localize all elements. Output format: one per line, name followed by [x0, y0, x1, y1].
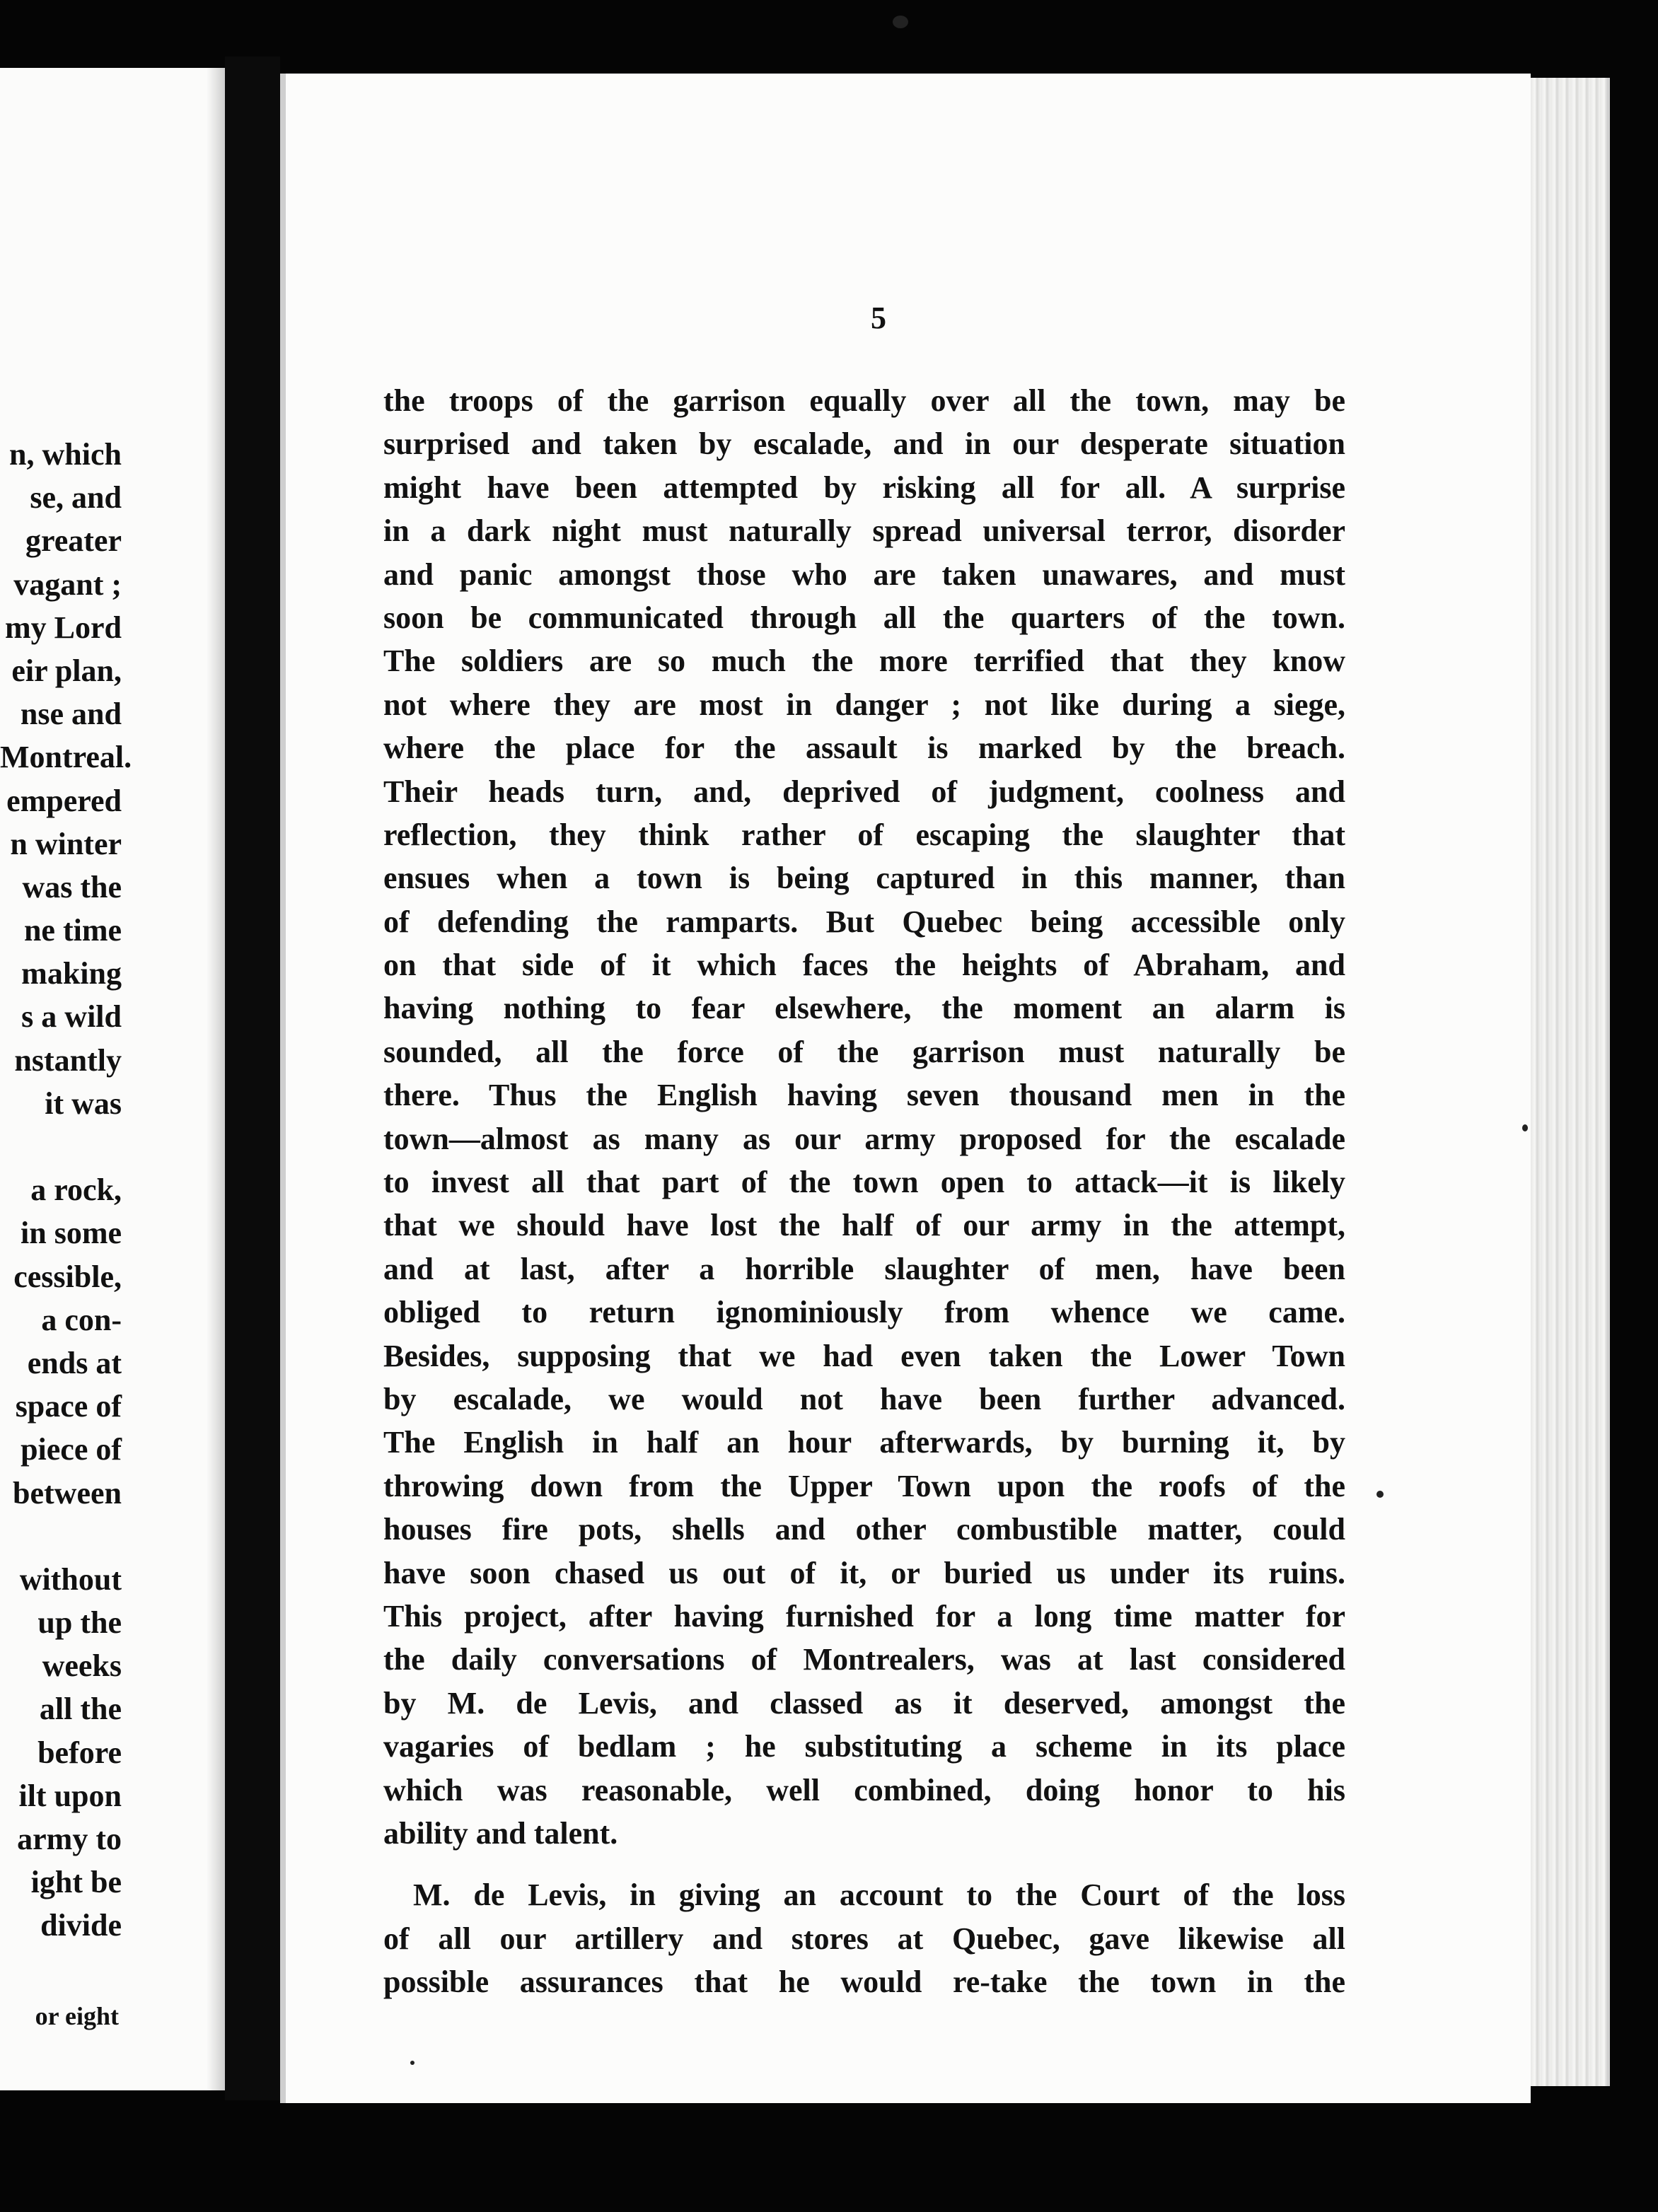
left-page-line: vagant ;	[13, 566, 122, 602]
scan-speck	[1376, 1491, 1384, 1498]
text-line: there. Thus the English having seven thousand men in the	[383, 1078, 1345, 1113]
left-page-line: ne time	[23, 913, 122, 948]
left-page-line: piece of	[21, 1432, 122, 1467]
left-page-line: s a wild	[21, 999, 122, 1035]
left-page-line: between	[13, 1475, 122, 1510]
text-line: ensues when a town is being captured in this manner, than	[383, 861, 1345, 896]
text-line: where the place for the assault is marked by the breach.	[383, 730, 1345, 766]
text-line: throwing down from the Upper Town upon the roofs of the	[383, 1468, 1345, 1503]
left-page-line: eir plan,	[11, 653, 122, 688]
book-gutter	[225, 57, 280, 2100]
text-line: Besides, supposing that we had even taken the Lower Town	[383, 1338, 1345, 1373]
left-page-line	[0, 1125, 122, 1168]
left-facing-page	[0, 68, 227, 2090]
stacked-page-edges	[1531, 78, 1610, 2086]
text-line: town—almost as many as our army proposed for the escalade	[383, 1121, 1345, 1156]
scan-speck	[1522, 1124, 1528, 1131]
text-line: not where they are most in danger ; not like during a siege,	[383, 687, 1345, 722]
left-page-line: space of	[15, 1389, 122, 1424]
left-page-line: making	[21, 956, 122, 991]
left-page-line: se, and	[30, 480, 122, 516]
text-line: which was reasonable, well combined, doing honor to his	[383, 1772, 1345, 1808]
left-page-line: divide	[40, 1908, 122, 1943]
page-edge	[280, 74, 286, 2103]
left-page-line: cessible,	[13, 1259, 122, 1294]
left-page-line	[0, 1515, 122, 1558]
left-page-line: Montreal.	[0, 740, 132, 775]
text-line: on that side of it which faces the heights of Abraham, and	[383, 948, 1345, 983]
gutter-shadow	[207, 68, 225, 2090]
paragraph-gap	[383, 1855, 1345, 1873]
text-line: surprised and taken by escalade, and in our desperate situation	[383, 426, 1345, 462]
left-page-catchword: or eight	[35, 2002, 119, 2030]
text-line: of all our artillery and stores at Quebec, gave likewise all	[383, 1921, 1345, 1956]
left-page-text	[0, 433, 132, 1948]
scan-speck	[893, 16, 908, 28]
text-line: by M. de Levis, and classed as it deserved, amongst the	[383, 1685, 1345, 1721]
text-line: ability and talent.	[383, 1815, 618, 1851]
left-page-line: nstantly	[14, 1042, 122, 1078]
text-line: The soldiers are so much the more terrified that they know	[383, 644, 1345, 679]
text-line: The English in half an hour afterwards, by burning it, by	[383, 1425, 1345, 1460]
text-line: and panic amongst those who are taken unawares, and must	[383, 557, 1345, 592]
text-line: of defending the ramparts. But Quebec being accessible only	[383, 904, 1345, 939]
text-line: having nothing to fear elsewhere, the moment an alarm is	[383, 991, 1345, 1026]
text-line: sounded, all the force of the garrison must naturally be	[383, 1034, 1345, 1069]
left-page-line: greater	[25, 523, 122, 559]
left-page-line: n winter	[10, 826, 122, 861]
left-page-line: nse and	[20, 697, 122, 732]
left-page-line: before	[37, 1735, 122, 1770]
text-line: have soon chased us out of it, or buried us under its ruins.	[383, 1555, 1345, 1590]
left-page-line: ends at	[27, 1345, 122, 1380]
text-line: the troops of the garrison equally over all the town, may be	[383, 383, 1345, 418]
text-line: houses fire pots, shells and other combustible matter, could	[383, 1512, 1345, 1547]
left-page-line: it was	[45, 1085, 122, 1121]
text-line: Their heads turn, and, deprived of judgment, coolness and	[383, 774, 1345, 809]
text-line: This project, after having furnished for a long time matter for	[383, 1598, 1345, 1634]
text-line: vagaries of bedlam ; he substituting a scheme in its place	[383, 1729, 1345, 1764]
text-line: the daily conversations of Montrealers, was at last considered	[383, 1642, 1345, 1677]
text-line: reflection, they think rather of escaping the slaughter that	[383, 817, 1345, 852]
text-line: to invest all that part of the town open to attack—it is likely	[383, 1165, 1345, 1200]
left-page-line: in some	[21, 1216, 122, 1251]
left-page-line: my Lord	[5, 610, 122, 645]
scan-speck	[410, 2061, 414, 2065]
left-page-line: weeks	[42, 1648, 122, 1684]
left-page-line: up the	[37, 1605, 122, 1641]
text-line: obliged to return ignominiously from whence we came.	[383, 1295, 1345, 1330]
left-page-line: n, which	[9, 437, 122, 472]
left-page-line: without	[19, 1561, 122, 1597]
text-line: possible assurances that he would re-take the town in the	[383, 1964, 1345, 2000]
left-page-line: empered	[6, 783, 122, 818]
text-line: in a dark night must naturally spread universal terror, disorder	[383, 513, 1345, 549]
text-line: soon be communicated through all the quarters of the town.	[383, 600, 1345, 635]
body-text	[383, 379, 1345, 2003]
left-page-line: army to	[17, 1822, 122, 1856]
left-page-line: a con-	[41, 1302, 122, 1337]
text-line: M. de Levis, in giving an account to the Court of the loss	[413, 1878, 1345, 1913]
text-line: might have been attempted by risking all for all. A surprise	[383, 470, 1345, 505]
left-page-line: a rock,	[30, 1172, 122, 1208]
left-page-line: all the	[39, 1692, 122, 1727]
left-page-line: ilt upon	[18, 1778, 122, 1813]
text-line: that we should have lost the half of our army in the attempt,	[383, 1208, 1345, 1243]
text-line: by escalade, we would not have been further advanced.	[383, 1381, 1345, 1416]
left-page-line: was the	[22, 869, 122, 904]
left-page-line: ight be	[30, 1865, 122, 1900]
page-number: 5	[871, 301, 886, 335]
text-line: and at last, after a horrible slaughter of men, have been	[383, 1251, 1345, 1286]
